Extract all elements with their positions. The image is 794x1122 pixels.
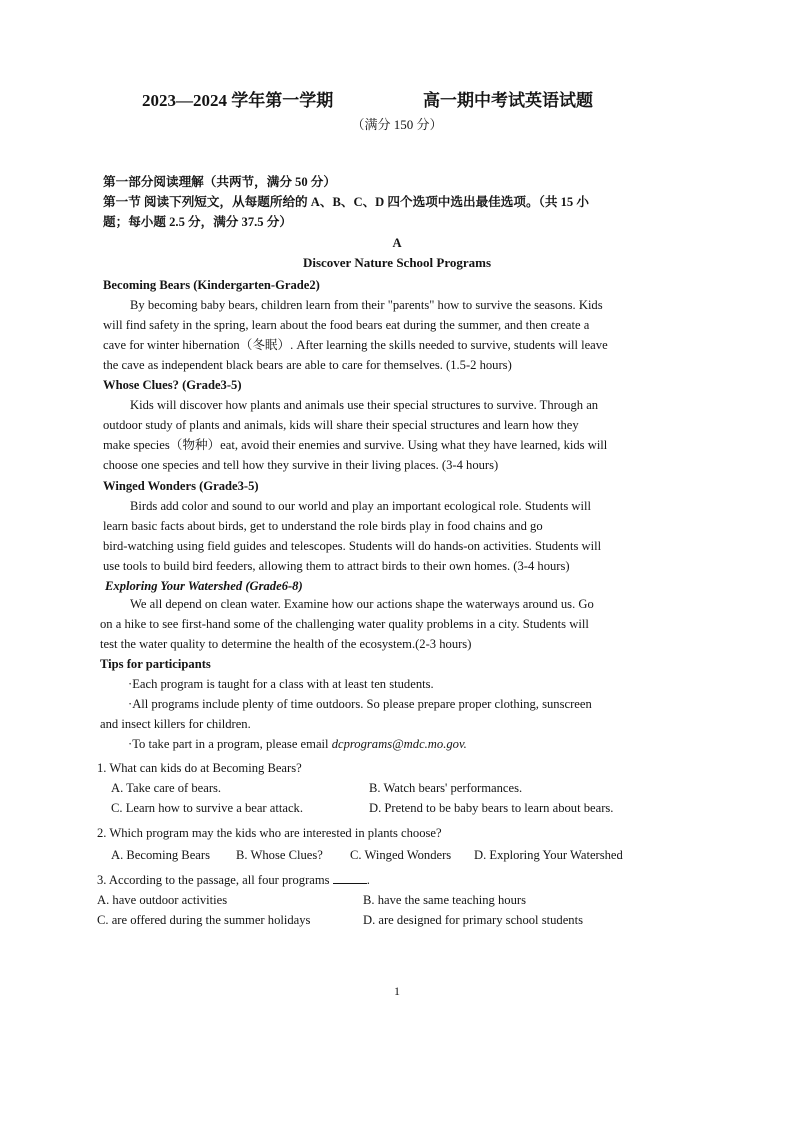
full-score: （满分 150 分） — [351, 117, 443, 132]
answer-option: A. Becoming Bears — [111, 848, 210, 862]
answer-option: B. Whose Clues? — [236, 848, 323, 862]
part1-instruction-line2: 题；每小题 2.5 分，满分 37.5 分） — [103, 215, 292, 229]
program-text-line: learn basic facts about birds, get to understand the role birds play in food chains and go — [103, 519, 543, 533]
exam-title: 高一期中考试英语试题 — [423, 91, 593, 110]
program-heading: Winged Wonders (Grade3-5) — [103, 479, 259, 493]
part1-instruction-line1: 第一节 阅读下列短文，从每题所给的 A、B、C、D 四个选项中选出最佳选项。（共 15 小 — [103, 195, 589, 209]
answer-blank — [333, 871, 367, 884]
question-stem: 1. What can kids do at Becoming Bears? — [97, 761, 302, 775]
answer-option: C. Winged Wonders — [350, 848, 452, 862]
program-heading: Becoming Bears (Kindergarten-Grade2) — [103, 278, 320, 292]
program-text-line: Kids will discover how plants and animals use their special structures to survive. Through an — [130, 398, 599, 412]
program-text-line: choose one species and tell how they survive in their living places. (3-4 hours) — [103, 458, 499, 472]
page-number: 1 — [394, 984, 400, 998]
program-text-line: We all depend on clean water. Examine how our actions shape the waterways around us. Go — [130, 597, 594, 611]
program-heading: Whose Clues? (Grade3-5) — [103, 378, 242, 392]
question-stem — [97, 870, 370, 890]
tip-item-continued: and insect killers for children. — [100, 717, 251, 731]
question-stem: 2. Which program may the kids who are interested in plants choose? — [97, 826, 442, 840]
tip-item — [128, 734, 467, 754]
passage-title: Discover Nature School Programs — [302, 255, 492, 270]
program-text-line: will find safety in the spring, learn about the food bears eat during the summer, and then create a — [103, 318, 590, 332]
program-text-line: outdoor study of plants and animals, kids will share their special structures and learn how they — [103, 418, 579, 432]
program-text-line: cave for winter hibernation（冬眠）. After learning the skills needed to survive, students will leave — [103, 338, 608, 352]
term-label: 2023—2024 学年第一学期 — [142, 91, 334, 110]
question-stem-end: . — [366, 873, 370, 887]
passage-label: A — [392, 236, 402, 250]
answer-option: A. have outdoor activities — [97, 893, 228, 907]
program-heading: Exploring Your Watershed (Grade6-8) — [105, 579, 303, 593]
tip-item: ·Each program is taught for a class with at least ten students. — [128, 677, 434, 691]
answer-option: D. are designed for primary school students — [363, 913, 583, 927]
answer-option: A. Take care of bears. — [111, 781, 222, 795]
contact-email: dcprograms@mdc.mo.gov. — [331, 737, 467, 751]
tip-item-text: ·To take part in a program, please email — [128, 737, 332, 751]
answer-option: C. are offered during the summer holidays — [97, 913, 311, 927]
question-stem-text: 3. According to the passage, all four programs — [97, 873, 333, 887]
part1-heading: 第一部分阅读理解（共两节，满分 50 分） — [103, 175, 336, 189]
program-text-line: bird-watching using field guides and telescopes. Students will do hands-on activities. Students will — [103, 539, 602, 553]
program-text-line: use tools to build bird feeders, allowing them to attract birds to their own homes. (3-4 hours) — [103, 559, 570, 573]
program-text-line: make species（物种）eat, avoid their enemies and survive. Using what they have learned, kids will — [103, 438, 608, 452]
program-text-line: on a hike to see first-hand some of the challenging water quality problems in a city. Students will — [100, 617, 589, 631]
answer-option: C. Learn how to survive a bear attack. — [111, 801, 303, 815]
answer-option: D. Pretend to be baby bears to learn about bears. — [369, 801, 614, 815]
program-text-line: Birds add color and sound to our world and play an important ecological role. Students will — [130, 499, 591, 513]
program-text-line: test the water quality to determine the health of the ecosystem.(2-3 hours) — [100, 637, 472, 651]
exam-header — [0, 86, 794, 110]
program-text-line: the cave as independent black bears are able to care for themselves. (1.5-2 hours) — [103, 358, 512, 372]
answer-option: B. Watch bears' performances. — [369, 781, 523, 795]
answer-option: D. Exploring Your Watershed — [474, 848, 623, 862]
program-text-line: By becoming baby bears, children learn from their "parents" how to survive the seasons. Kids — [130, 298, 603, 312]
answer-option: B. have the same teaching hours — [363, 893, 526, 907]
tip-item: ·All programs include plenty of time outdoors. So please prepare proper clothing, sunscreen — [128, 697, 592, 711]
tips-heading: Tips for participants — [100, 657, 211, 671]
